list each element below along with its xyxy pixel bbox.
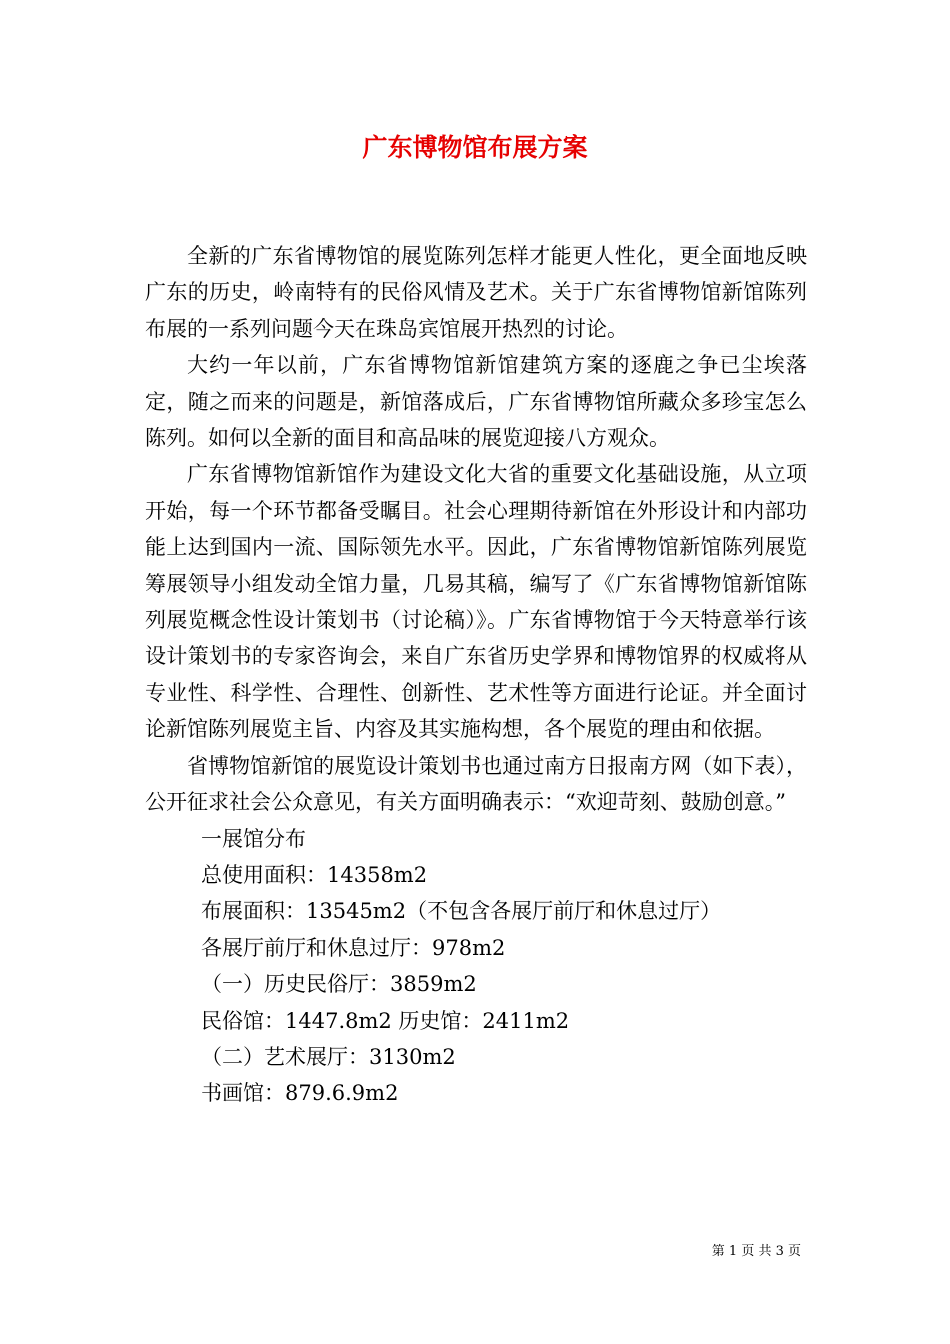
paragraph-public-opinion: 省博物馆新馆的展览设计策划书也通过南方日报南方网（如下表），公开征求社会公众意见，有关方面明确表示：“欢迎苛刻、鼓励创意。” — [145, 753, 807, 815]
list-item: 书画馆：879.6.9m2 — [201, 1081, 399, 1106]
page-number: 第 1 页 共 3 页 — [711, 1244, 801, 1259]
list-item: 各展厅前厅和休息过厅：978m2 — [201, 935, 506, 960]
section-heading-hall-distribution: 一展馆分布 — [201, 826, 306, 851]
list-item: （一）历史民俗厅：3859m2 — [201, 972, 477, 997]
paragraph-background: 大约一年以前，广东省博物馆新馆建筑方案的逐鹿之争已尘埃落定，随之而来的问题是，新馆落成后，广东省博物馆所藏众多珍宝怎么陈列。如何以全新的面目和高品味的展览迎接八方观众。 — [145, 353, 807, 451]
paragraph-intro: 全新的广东省博物馆的展览陈列怎样才能更人性化，更全面地反映广东的历史，岭南特有的民俗风情及艺术。关于广东省博物馆新馆陈列布展的一系列问题今天在珠岛宾馆展开热烈的讨论。 — [145, 244, 807, 341]
paragraph-planning: 广东省博物馆新馆作为建设文化大省的重要文化基础设施，从立项开始，每一个环节都备受瞩目。社会心理期待新馆在外形设计和内部功能上达到国内一流、国际领先水平。因此，广东省博物馆新馆陈列展览筹展领导小组发动全馆力量，几易其稿，编写了《广东省博物馆新馆陈列展览概念性设计策划书（讨论稿）》。广东省博物馆于今天特意举行该设计策划书的专家咨询会，来自广东省历史学界和博物馆界的权威将从专业性、科学性、合理性、创新性、艺术性等方面进行论证。并全面讨论新馆陈列展览主旨、内容及其实施构想，各个展览的理由和依据。 — [145, 462, 807, 742]
document-title: 广东博物馆布展方案 — [362, 133, 588, 162]
list-item: 总使用面积：14358m2 — [201, 862, 428, 887]
list-item: 布展面积：13545m2（不包含各展厅前厅和休息过厅） — [201, 899, 722, 924]
document-body — [145, 238, 807, 1112]
list-item: 民俗馆：1447.8m2 历史馆：2411m2 — [201, 1008, 570, 1033]
list-item: （二）艺术展厅：3130m2 — [201, 1044, 456, 1069]
